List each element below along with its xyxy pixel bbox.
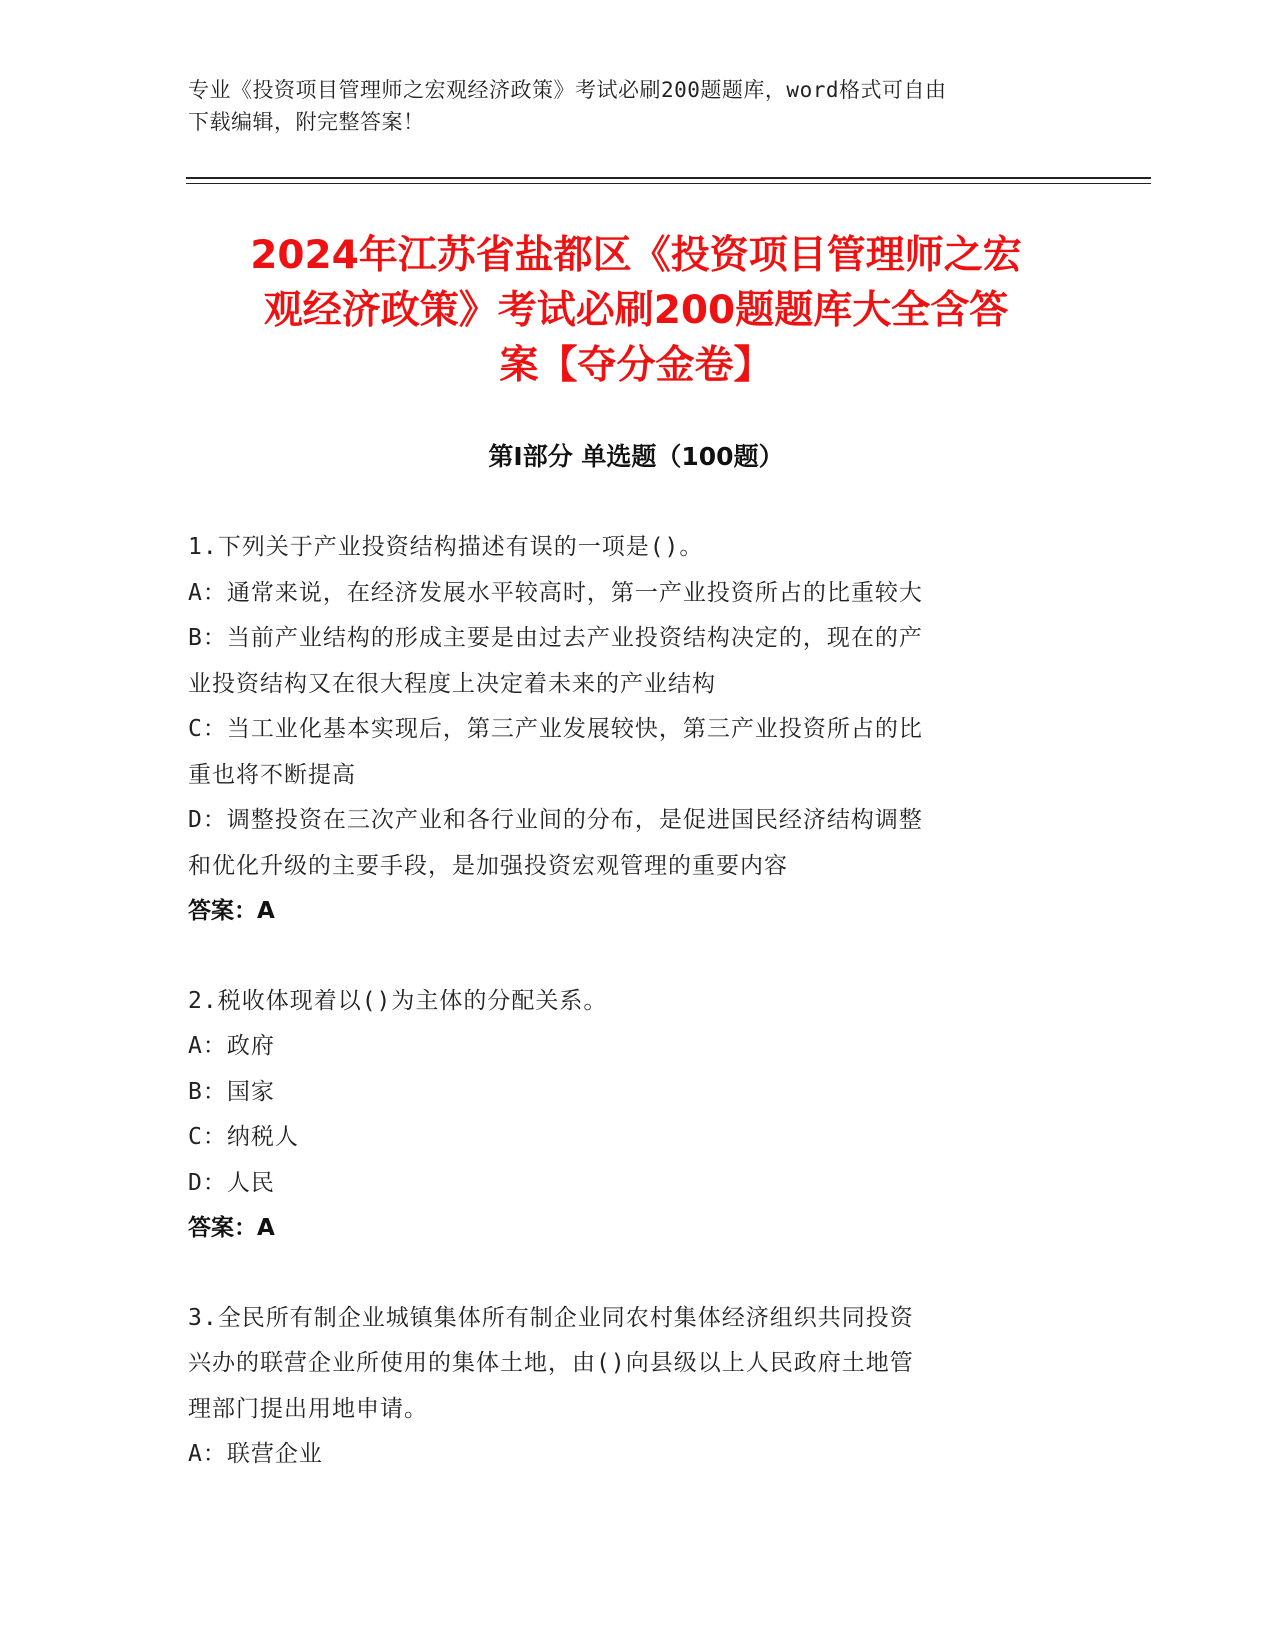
question-3 bbox=[188, 1296, 1068, 1478]
header-divider-thin bbox=[186, 183, 1151, 184]
option-c: C：纳税人 bbox=[188, 1124, 299, 1150]
option-a: A：联营企业 bbox=[188, 1441, 323, 1467]
question-stem: 3.全民所有制企业城镇集体所有制企业同农村集体经济组织共同投资 bbox=[188, 1304, 914, 1331]
document-title bbox=[186, 228, 1086, 393]
answer: 答案：A bbox=[188, 898, 275, 924]
title-line: 2024年江苏省盐都区《投资项目管理师之宏 bbox=[250, 233, 1022, 278]
header-note-line: 专业《投资项目管理师之宏观经济政策》考试必刷200题题库，word格式可自由 bbox=[188, 78, 947, 102]
question-stem-cont: 理部门提出用地申请。 bbox=[188, 1395, 428, 1422]
option-d-cont: 和优化升级的主要手段，是加强投资宏观管理的重要内容 bbox=[188, 852, 788, 879]
title-line: 观经济政策》考试必刷200题题库大全含答 bbox=[263, 288, 1009, 333]
title-line: 案【夺分金卷】 bbox=[499, 343, 773, 388]
option-d: D：调整投资在三次产业和各行业间的分布，是促进国民经济结构调整 bbox=[188, 807, 923, 833]
option-d: D：人民 bbox=[188, 1169, 275, 1196]
option-b: B：当前产业结构的形成主要是由过去产业投资结构决定的，现在的产 bbox=[188, 625, 923, 651]
header-note-line: 下载编辑，附完整答案！ bbox=[188, 110, 425, 134]
question-stem: 1.下列关于产业投资结构描述有误的一项是()。 bbox=[188, 534, 704, 560]
question-list bbox=[188, 525, 1068, 1478]
option-a: A：通常来说，在经济发展水平较高时，第一产业投资所占的比重较大 bbox=[188, 579, 923, 606]
question-2 bbox=[188, 979, 1068, 1252]
header-divider-thick bbox=[186, 177, 1151, 179]
option-a: A：政府 bbox=[188, 1033, 275, 1059]
header-note bbox=[188, 74, 1068, 138]
question-stem: 2.税收体现着以()为主体的分配关系。 bbox=[188, 987, 608, 1014]
question-1 bbox=[188, 525, 1068, 935]
option-c: C：当工业化基本实现后，第三产业发展较快，第三产业投资所占的比 bbox=[188, 716, 923, 742]
question-stem-cont: 兴办的联营企业所使用的集体土地，由()向县级以上人民政府土地管 bbox=[188, 1350, 914, 1376]
section-title: 第Ⅰ部分 单选题（100题） bbox=[488, 442, 784, 471]
option-b-cont: 业投资结构又在很大程度上决定着未来的产业结构 bbox=[188, 670, 716, 697]
option-c-cont: 重也将不断提高 bbox=[188, 761, 356, 788]
answer: 答案：A bbox=[188, 1215, 275, 1241]
option-b: B：国家 bbox=[188, 1078, 275, 1105]
